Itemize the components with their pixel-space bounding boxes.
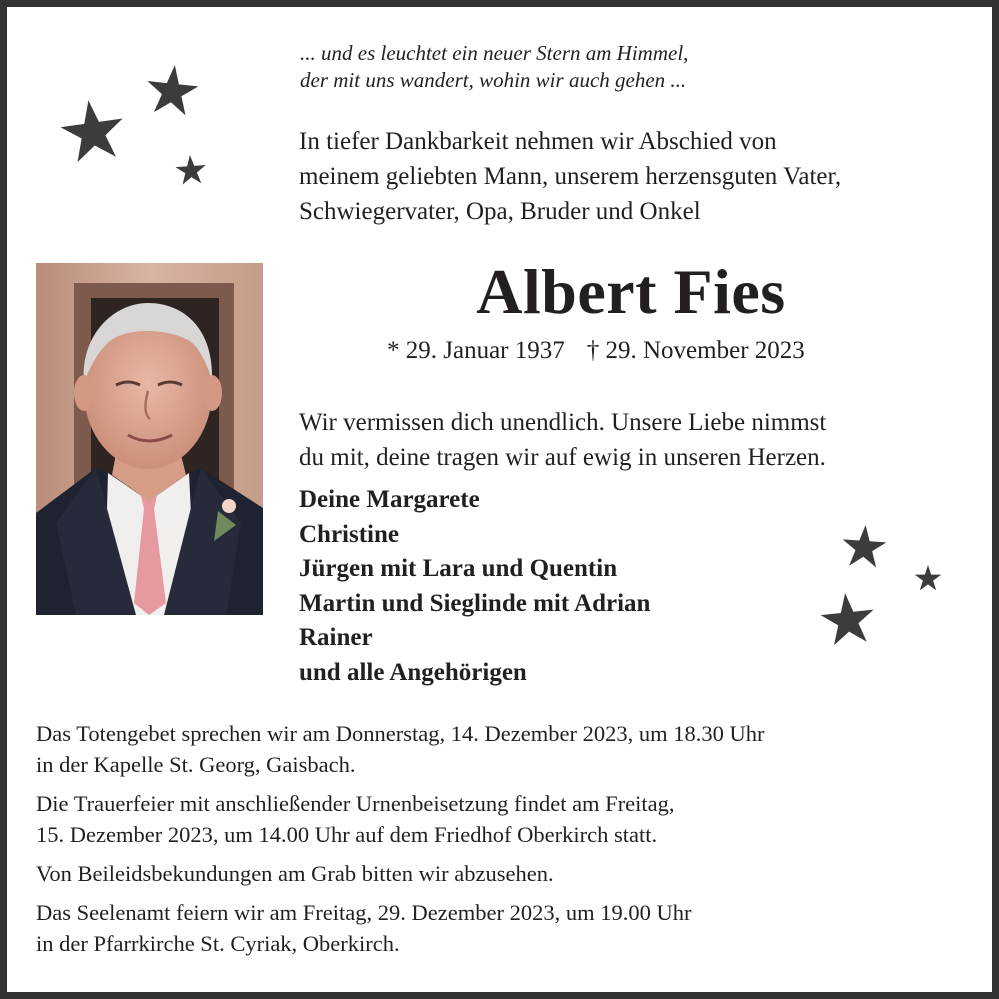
life-dates xyxy=(387,335,887,367)
notice-line: in der Kapelle St. Georg, Gaisbach. xyxy=(36,752,356,777)
notice-funeral xyxy=(36,788,976,850)
intro-line: In tiefer Dankbarkeit nehmen wir Abschied von xyxy=(299,128,777,155)
star-icon xyxy=(175,154,207,185)
star-icon xyxy=(144,62,200,116)
intro-text xyxy=(299,124,959,229)
family-member: Christine xyxy=(299,520,399,548)
family-member: Rainer xyxy=(299,624,373,651)
notice-line: Von Beileidsbekundungen am Grab bitten wir abzusehen. xyxy=(36,861,554,886)
notice-line: Das Seelenamt feiern wir am Freitag, 29. Dezember 2023, um 19.00 Uhr xyxy=(36,900,692,925)
family-member: und alle Angehörigen xyxy=(299,658,527,686)
family-member: Deine Margarete xyxy=(299,486,480,513)
obituary-card xyxy=(7,7,992,992)
motto-line: ... und es leuchtet ein neuer Stern am Himmel, xyxy=(300,41,689,65)
motto xyxy=(300,40,940,94)
notice-line: 15. Dezember 2023, um 14.00 Uhr auf dem Friedhof Oberkirch statt. xyxy=(36,822,658,847)
star-icon xyxy=(57,96,127,164)
family-member: Jürgen mit Lara und Quentin xyxy=(299,555,618,582)
deceased-name: Albert Fies xyxy=(476,256,786,327)
message-line: du mit, deine tragen wir auf ewig in unseren Herzen. xyxy=(299,444,826,471)
death-date: † 29. November 2023 xyxy=(586,337,805,364)
message-line: Wir vermissen dich unendlich. Unsere Liebe nimmst xyxy=(299,409,827,436)
notice-condolences xyxy=(36,858,976,889)
notice-prayer xyxy=(36,718,976,780)
farewell-message xyxy=(299,405,979,475)
notice-line: Das Totengebet sprechen wir am Donnerstag, 14. Dezember 2023, um 18.30 Uhr xyxy=(36,721,765,746)
star-icon xyxy=(915,565,942,590)
notice-line: in der Pfarrkirche St. Cyriak, Oberkirch. xyxy=(36,931,400,956)
intro-line: Schwiegervater, Opa, Bruder und Onkel xyxy=(299,198,701,225)
motto-line: der mit uns wandert, wohin wir auch gehen ... xyxy=(300,68,687,92)
notice-line: Die Trauerfeier mit anschließender Urnenbeisetzung findet am Freitag, xyxy=(36,791,675,816)
notice-requiem xyxy=(36,897,976,959)
family-signature xyxy=(299,483,859,690)
family-member: Martin und Sieglinde mit Adrian xyxy=(299,589,651,617)
intro-line: meinem geliebten Mann, unserem herzensguten Vater, xyxy=(299,163,842,190)
service-notices xyxy=(36,718,976,967)
portrait-photo xyxy=(36,263,263,615)
birth-date: * 29. Januar 1937 xyxy=(387,337,565,364)
